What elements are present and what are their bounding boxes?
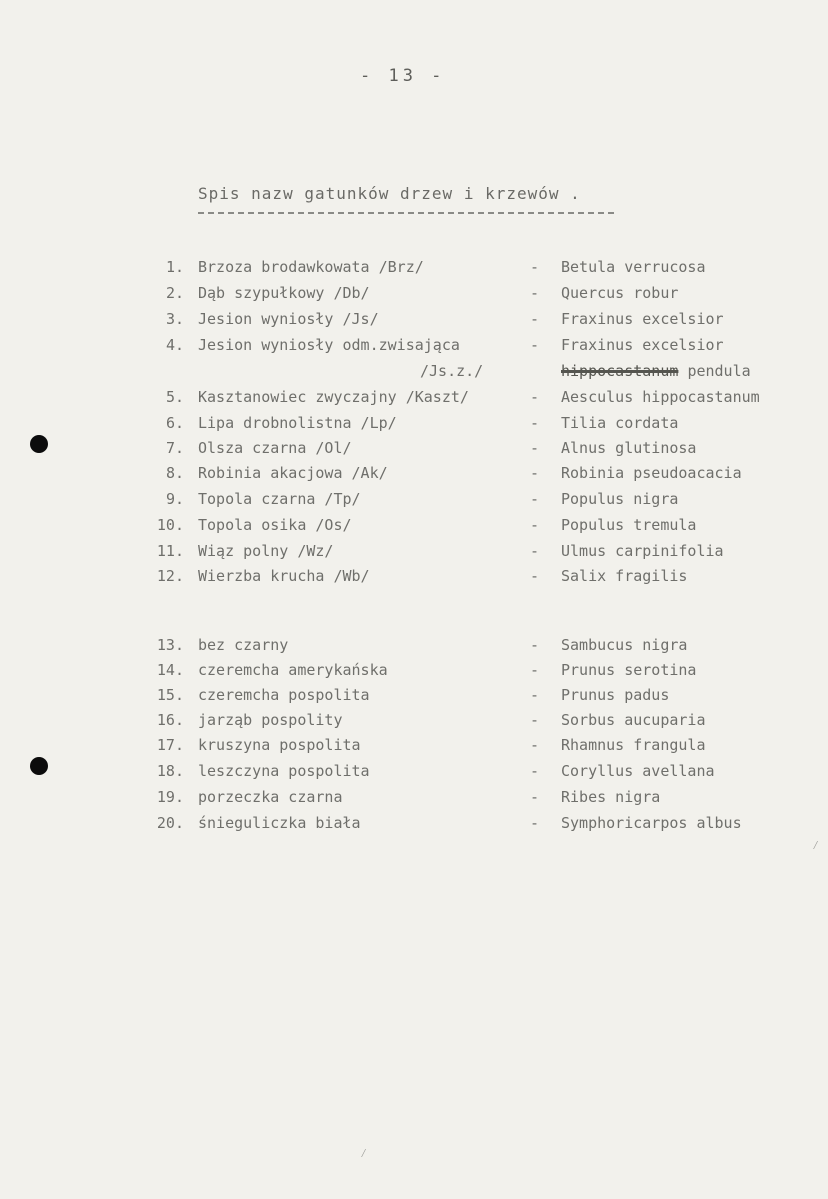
latin-name: Salix fragilis xyxy=(561,567,688,585)
item-number: 18. xyxy=(156,762,184,780)
list-item xyxy=(0,661,828,685)
latin-name: Betula verrucosa xyxy=(561,258,706,276)
latin-name: Prunus padus xyxy=(561,686,670,704)
latin-name: Prunus serotina xyxy=(561,661,697,679)
separator-dash: - xyxy=(530,567,540,585)
list-item xyxy=(0,567,828,591)
list-heading: Spis nazw gatunków drzew i krzewów . xyxy=(198,184,581,203)
item-number: 5. xyxy=(165,388,184,406)
polish-name: Topola osika /Os/ xyxy=(198,516,352,534)
item-number: 20. xyxy=(156,814,184,832)
latin-name: Robinia pseudoacacia xyxy=(561,464,742,482)
list-item xyxy=(0,711,828,735)
list-item xyxy=(0,762,828,786)
item-number: 4. xyxy=(165,336,184,354)
item-number: 10. xyxy=(156,516,184,534)
separator-dash: - xyxy=(530,388,540,406)
separator-dash: - xyxy=(530,516,540,534)
item-number: 15. xyxy=(156,686,184,704)
latin-name: Aesculus hippocastanum xyxy=(561,388,760,406)
polish-name: Jesion wyniosły /Js/ xyxy=(198,310,379,328)
item-number: 16. xyxy=(156,711,184,729)
list-item xyxy=(0,362,828,386)
list-item xyxy=(0,284,828,308)
polish-name: Brzoza brodawkowata /Brz/ xyxy=(198,258,424,276)
separator-dash: - xyxy=(530,414,540,432)
list-item xyxy=(0,636,828,660)
latin-name: Ulmus carpinifolia xyxy=(561,542,724,560)
separator-dash: - xyxy=(530,762,540,780)
item-number: 8. xyxy=(165,464,184,482)
latin-name: Coryllus avellana xyxy=(561,762,715,780)
latin-name: Alnus glutinosa xyxy=(561,439,697,457)
list-item xyxy=(0,464,828,488)
list-item xyxy=(0,414,828,438)
paper-mark: ⁄ xyxy=(812,838,820,852)
latin-name: Fraxinus excelsior xyxy=(561,336,724,354)
punch-hole xyxy=(30,435,48,453)
polish-name: Lipa drobnolistna /Lp/ xyxy=(198,414,397,432)
polish-name: czeremcha pospolita xyxy=(198,686,370,704)
separator-dash: - xyxy=(530,542,540,560)
list-item xyxy=(0,516,828,540)
list-item xyxy=(0,336,828,360)
polish-name: Kasztanowiec zwyczajny /Kaszt/ xyxy=(198,388,469,406)
polish-name: jarząb pospolity xyxy=(198,711,343,729)
latin-name: Sambucus nigra xyxy=(561,636,688,654)
paper-mark: ⁄ xyxy=(360,1146,368,1160)
list-item xyxy=(0,736,828,760)
page-number: - 13 - xyxy=(360,66,446,86)
polish-name: Olsza czarna /Ol/ xyxy=(198,439,352,457)
heading-underline xyxy=(198,212,614,214)
polish-name: bez czarny xyxy=(198,636,289,654)
separator-dash: - xyxy=(530,661,540,679)
latin-name: Populus nigra xyxy=(561,490,679,508)
latin-name: Ribes nigra xyxy=(561,788,661,806)
polish-name: Jesion wyniosły odm.zwisająca xyxy=(198,336,460,354)
polish-name: czeremcha amerykańska xyxy=(198,661,388,679)
item-number: 13. xyxy=(156,636,184,654)
separator-dash: - xyxy=(530,336,540,354)
item-number: 12. xyxy=(156,567,184,585)
separator-dash: - xyxy=(530,284,540,302)
polish-name: Topola czarna /Tp/ xyxy=(198,490,361,508)
separator-dash: - xyxy=(530,439,540,457)
item-number: 7. xyxy=(165,439,184,457)
list-item xyxy=(0,310,828,334)
separator-dash: - xyxy=(530,636,540,654)
polish-name: Robinia akacjowa /Ak/ xyxy=(198,464,388,482)
latin-name: Sorbus aucuparia xyxy=(561,711,706,729)
separator-dash: - xyxy=(530,258,540,276)
list-item xyxy=(0,439,828,463)
polish-name: leszczyna pospolita xyxy=(198,762,370,780)
item-number: 19. xyxy=(156,788,184,806)
polish-name: /Js.z./ xyxy=(420,362,484,380)
latin-name: Tilia cordata xyxy=(561,414,679,432)
list-item xyxy=(0,542,828,566)
latin-name xyxy=(561,362,751,380)
list-item xyxy=(0,814,828,838)
list-item xyxy=(0,490,828,514)
separator-dash: - xyxy=(530,814,540,832)
latin-name: Rhamnus frangula xyxy=(561,736,706,754)
polish-name: kruszyna pospolita xyxy=(198,736,361,754)
polish-name: Wierzba krucha /Wb/ xyxy=(198,567,370,585)
list-item xyxy=(0,788,828,812)
separator-dash: - xyxy=(530,310,540,328)
list-item xyxy=(0,258,828,282)
item-number: 17. xyxy=(156,736,184,754)
item-number: 1. xyxy=(165,258,184,276)
polish-name: śnieguliczka biała xyxy=(198,814,361,832)
latin-name: Fraxinus excelsior xyxy=(561,310,724,328)
latin-name: Populus tremula xyxy=(561,516,697,534)
item-number: 6. xyxy=(165,414,184,432)
item-number: 11. xyxy=(156,542,184,560)
item-number: 3. xyxy=(165,310,184,328)
item-number: 2. xyxy=(165,284,184,302)
polish-name: Wiąz polny /Wz/ xyxy=(198,542,334,560)
list-item xyxy=(0,686,828,710)
item-number: 14. xyxy=(156,661,184,679)
item-number: 9. xyxy=(165,490,184,508)
polish-name: porzeczka czarna xyxy=(198,788,343,806)
latin-name: Quercus robur xyxy=(561,284,679,302)
separator-dash: - xyxy=(530,736,540,754)
latin-epithet: pendula xyxy=(687,362,751,380)
separator-dash: - xyxy=(530,464,540,482)
latin-name: Symphoricarpos albus xyxy=(561,814,742,832)
list-item xyxy=(0,388,828,412)
polish-name: Dąb szypułkowy /Db/ xyxy=(198,284,370,302)
punch-hole xyxy=(30,757,48,775)
struck-out-word: hippocastanum xyxy=(561,362,679,380)
separator-dash: - xyxy=(530,686,540,704)
separator-dash: - xyxy=(530,788,540,806)
separator-dash: - xyxy=(530,711,540,729)
separator-dash: - xyxy=(530,490,540,508)
